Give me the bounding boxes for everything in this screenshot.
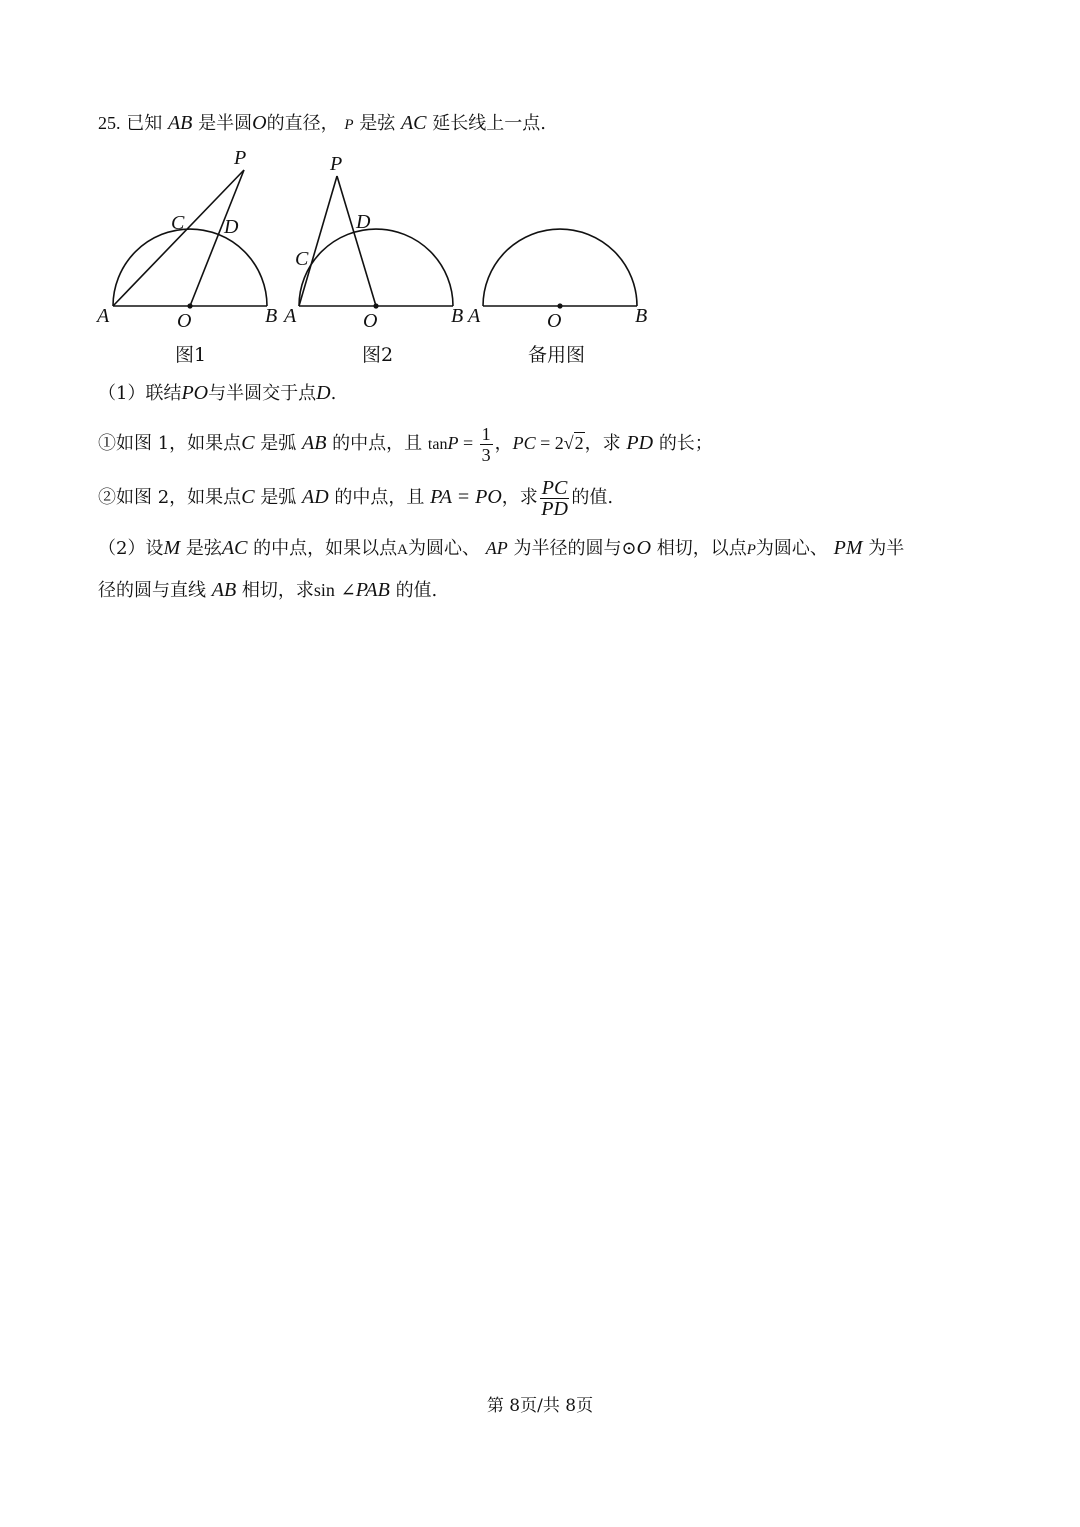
stem-text: 已知 — [126, 113, 163, 134]
label-A: A — [284, 305, 297, 327]
math-M: M — [163, 537, 181, 559]
figure-1-caption: 图1 — [175, 344, 207, 366]
label-D: D — [224, 216, 239, 238]
geometry-figures — [0, 140, 700, 340]
circle-dot-symbol: ⊙ — [621, 538, 637, 558]
part-text: ， — [494, 433, 513, 454]
math-PC: PC — [512, 433, 536, 453]
part-text: ，求 — [501, 487, 538, 508]
fraction-numerator: PC — [541, 476, 568, 499]
math-C: C — [241, 432, 255, 454]
label-P: P — [330, 153, 343, 175]
math-P: P — [447, 433, 459, 453]
part-text: 相切，求 — [241, 580, 314, 601]
part-text: 为半径的圆与 — [513, 538, 622, 559]
figure-2-diagram — [299, 176, 453, 306]
angle-symbol: ∠ — [340, 580, 356, 600]
math-O: O — [636, 537, 652, 559]
center-point-O — [187, 303, 192, 308]
part-text: 的中点，如果以点 — [253, 538, 398, 559]
label-B: B — [635, 305, 648, 327]
math-PM: PM — [833, 537, 863, 559]
part-text: 的值. — [571, 487, 614, 508]
part-text: 的中点，且 — [334, 487, 425, 508]
math-P-small: P — [746, 542, 756, 558]
spare-figure-caption: 备用图 — [528, 344, 586, 366]
part1-intro — [98, 381, 336, 406]
fraction-numerator: 1 — [481, 423, 491, 444]
fraction-one-third — [480, 424, 493, 465]
label-D: D — [356, 211, 371, 233]
math-AC: AC — [400, 112, 427, 134]
fraction-PC-over-PD — [540, 478, 570, 519]
fraction-denominator: PD — [541, 497, 568, 520]
part-text: 的长； — [658, 433, 713, 454]
part-text: . — [330, 383, 337, 404]
math-PA-equals-PO: PA = PO — [430, 486, 502, 508]
part-text: 为半 — [868, 538, 905, 559]
math-equals: = — [458, 433, 478, 453]
part-text: 是弦 — [185, 538, 222, 559]
part-text: 是弧 — [260, 433, 297, 454]
math-AD: AD — [302, 486, 329, 508]
math-A-small: A — [397, 542, 408, 558]
math-AP: AP — [485, 538, 508, 558]
label-O: O — [177, 310, 192, 332]
part-text: （1）联结 — [98, 383, 182, 404]
part1-subquestion-1 — [98, 420, 713, 466]
sqrt-radicand: 2 — [574, 433, 584, 453]
label-B: B — [451, 305, 464, 327]
stem-text: 的直径， — [266, 113, 339, 134]
part-text: 的值. — [395, 580, 438, 601]
label-O: O — [547, 310, 562, 332]
center-point-O — [557, 303, 562, 308]
math-AB: AB — [167, 112, 193, 134]
math-equals-two: = 2 — [535, 433, 564, 453]
part-text: 为圆心、 — [755, 538, 828, 559]
page-footer: 第 8页/共 8页 — [486, 1396, 594, 1416]
stem-text: 是弦 — [359, 113, 396, 134]
stem-text: 延长线上一点. — [432, 113, 546, 134]
math-PAB: PAB — [355, 579, 390, 601]
part-text: 的中点，且 — [332, 433, 423, 454]
figure-1-diagram — [113, 170, 267, 306]
sqrt-symbol: √ — [563, 433, 574, 453]
math-PO: PO — [181, 382, 209, 404]
math-C: C — [241, 486, 255, 508]
part2-line-2 — [98, 578, 437, 603]
label-C: C — [171, 212, 185, 234]
math-AB: AB — [302, 432, 327, 454]
math-PD: PD — [626, 432, 654, 454]
center-point-O — [373, 303, 378, 308]
fraction-denominator: 3 — [481, 444, 491, 465]
part-text: 径的圆与直线 — [98, 580, 206, 601]
part-text: 是弧 — [260, 487, 297, 508]
math-sin: sin — [313, 580, 335, 600]
spare-figure-diagram — [483, 229, 637, 306]
math-D: D — [316, 382, 331, 404]
math-AC: AC — [221, 537, 248, 559]
math-P: P — [344, 117, 354, 133]
math-AB: AB — [211, 579, 237, 601]
part-text: ①如图 1，如果点 — [98, 433, 242, 454]
part-text: 与半圆交于点 — [208, 383, 317, 404]
part-text: ②如图 2，如果点 — [98, 487, 242, 508]
part-text: 相切，以点 — [656, 538, 747, 559]
part-text: ，求 — [584, 433, 621, 454]
question-stem — [98, 111, 546, 137]
part-text: 为圆心、 — [408, 538, 480, 559]
math-tan: tan — [427, 436, 448, 453]
label-A: A — [468, 305, 481, 327]
label-B: B — [265, 305, 278, 327]
question-number: 25. — [98, 113, 121, 133]
part1-subquestion-2 — [98, 473, 613, 521]
stem-text: 是半圆 — [198, 113, 253, 134]
label-A: A — [97, 305, 110, 327]
label-P: P — [234, 147, 247, 169]
figure-2-caption: 图2 — [362, 344, 394, 366]
label-C: C — [295, 248, 309, 270]
math-O: O — [252, 112, 267, 134]
part2-line-1 — [98, 536, 904, 562]
part-text: （2）设 — [98, 538, 164, 559]
label-O: O — [363, 310, 378, 332]
